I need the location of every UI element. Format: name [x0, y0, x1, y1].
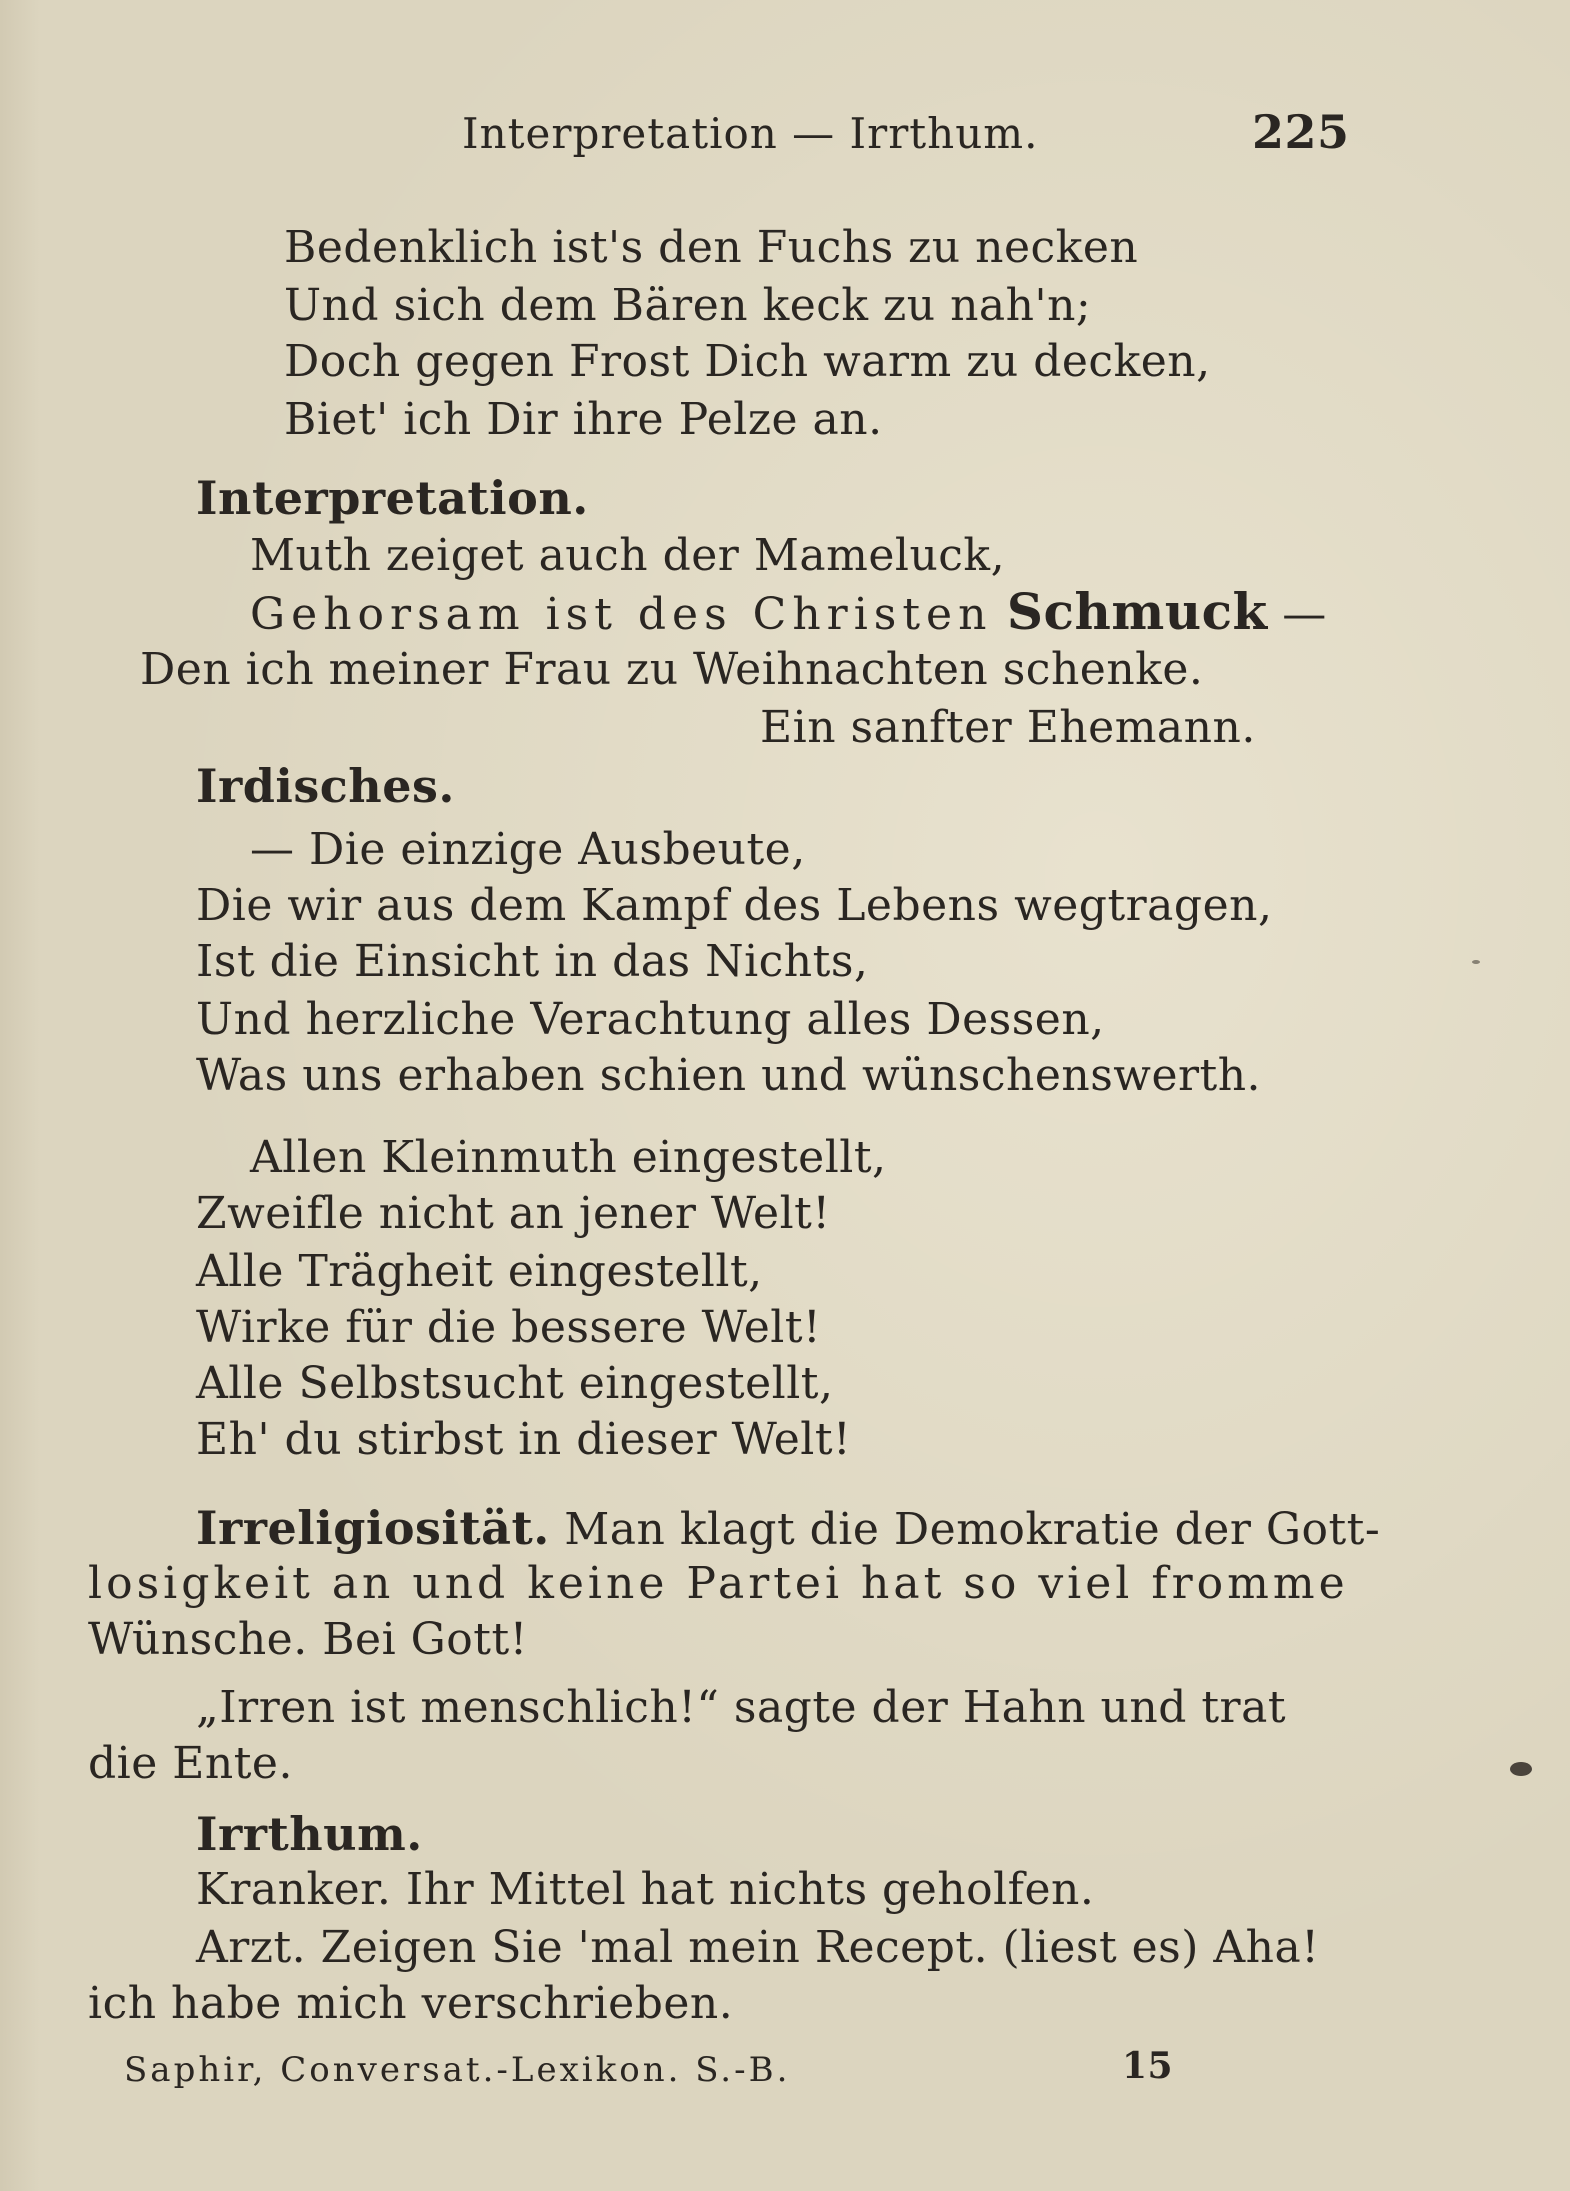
spaced-text: Gehorsam ist des Christen [250, 589, 993, 640]
prose-text: Man klagt die Demokratie der Gott- [564, 1504, 1381, 1555]
running-title: Interpretation — Irrthum. [462, 109, 1039, 158]
poem-line: Was uns erhaben schien und wünschenswerth. [196, 1050, 1262, 1101]
ink-speck [1510, 1762, 1532, 1776]
poem-line: Muth zeiget auch der Mameluck, [250, 530, 1006, 581]
poem-line: Den ich meiner Frau zu Weihnachten schenke. [140, 644, 1204, 695]
prose-line: Wünsche. Bei Gott! [88, 1614, 528, 1665]
poem-line: Eh' du stirbst in dieser Welt! [196, 1414, 852, 1465]
entry-heading-irreligiositaet: Irreligiosität. [196, 1501, 550, 1555]
poem-line: Alle Trägheit eingestellt, [196, 1246, 763, 1297]
dialogue-line: Arzt. Zeigen Sie 'mal mein Recept. (liest es) Aha! [196, 1922, 1320, 1973]
dash: — [1282, 589, 1327, 640]
ink-speck [1472, 960, 1480, 964]
entry-heading-interpretation: Interpretation. [196, 471, 589, 525]
footer-source: Saphir, Conversat.-Lexikon. S.-B. [124, 2050, 791, 2090]
poem-line: Allen Kleinmuth eingestellt, [250, 1132, 887, 1183]
signature-mark: 15 [1122, 2045, 1174, 2087]
poem-line: Und herzliche Verachtung alles Dessen, [196, 994, 1105, 1045]
poem-line [250, 584, 1327, 643]
poem-line: Ist die Einsicht in das Nichts, [196, 936, 869, 987]
emphasized-word: Schmuck [1006, 582, 1268, 641]
page-number: 225 [1252, 105, 1350, 159]
poem-line: Und sich dem Bären keck zu nah'n; [284, 280, 1092, 331]
prose-line [196, 1500, 1380, 1558]
prose-line: losigkeit an und keine Partei hat so viel fromme [88, 1558, 1349, 1609]
poem-line: — Die einzige Ausbeute, [250, 824, 806, 875]
dialogue-line: Kranker. Ihr Mittel hat nichts geholfen. [196, 1864, 1095, 1915]
poem-line: Biet' ich Dir ihre Pelze an. [284, 394, 883, 445]
entry-heading-irrthum: Irrthum. [196, 1807, 423, 1861]
attribution: Ein sanfter Ehemann. [760, 702, 1256, 753]
poem-line: Alle Selbstsucht eingestellt, [196, 1358, 834, 1409]
entry-heading-irdisches: Irdisches. [196, 759, 455, 813]
prose-line: die Ente. [88, 1738, 293, 1789]
poem-line: Wirke für die bessere Welt! [196, 1302, 822, 1353]
poem-line: Zweifle nicht an jener Welt! [196, 1188, 831, 1239]
poem-line: Die wir aus dem Kampf des Lebens wegtragen, [196, 880, 1273, 931]
poem-line: Doch gegen Frost Dich warm zu decken, [284, 336, 1211, 387]
poem-line: Bedenklich ist's den Fuchs zu necken [284, 222, 1139, 273]
prose-line: „Irren ist menschlich!“ sagte der Hahn und trat [196, 1682, 1287, 1733]
dialogue-line: ich habe mich verschrieben. [88, 1978, 734, 2029]
